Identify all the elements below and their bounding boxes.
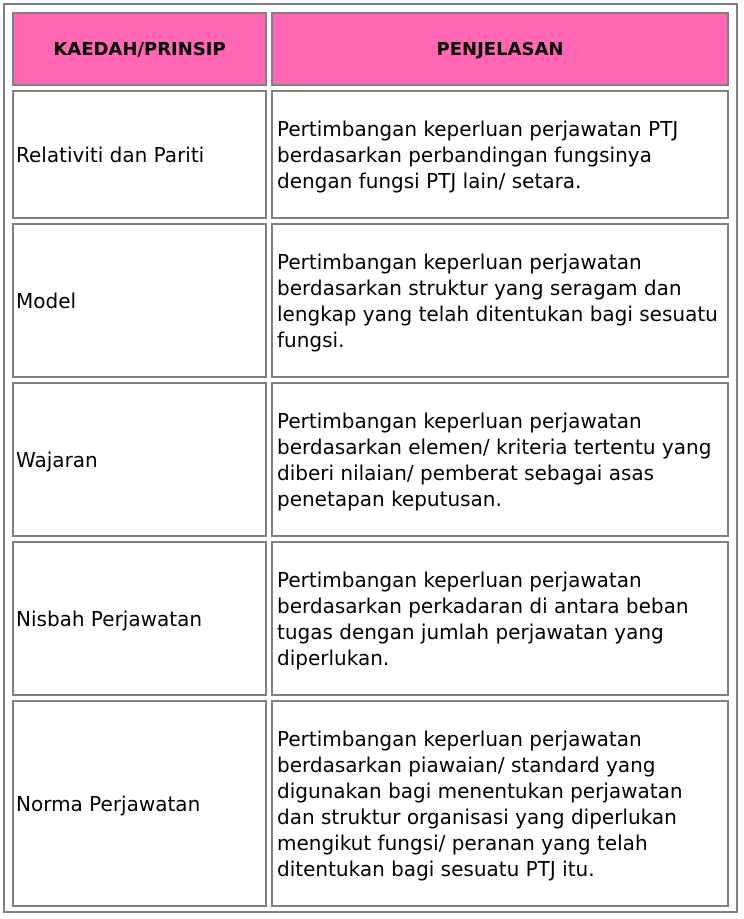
header-kaedah-prinsip: KAEDAH/PRINSIP (12, 12, 267, 86)
penjelasan-cell: Pertimbangan keperluan perjawatan berdasarkan piawaian/ standard yang digunakan bagi menentukan perjawatan dan struktur organisasi yang diperlukan mengikut fungsi/ peranan yang telah ditentukan bagi sesuatu PTJ itu. (271, 700, 729, 907)
penjelasan-cell: Pertimbangan keperluan perjawatan berdasarkan elemen/ kriteria tertentu yang diberi nilaian/ pemberat sebagai asas penetapan keputusan. (271, 382, 729, 537)
header-row (12, 12, 729, 86)
prinsip-cell: Relativiti dan Pariti (12, 90, 267, 219)
penjelasan-cell: Pertimbangan keperluan perjawatan berdasarkan perkadaran di antara beban tugas dengan jumlah perjawatan yang diperlukan. (271, 541, 729, 696)
penjelasan-cell: Pertimbangan keperluan perjawatan PTJ berdasarkan perbandingan fungsinya dengan fungsi PTJ lain/ setara. (271, 90, 729, 219)
table-frame (3, 3, 738, 913)
principles-table (8, 8, 733, 911)
penjelasan-cell: Pertimbangan keperluan perjawatan berdasarkan struktur yang seragam dan lengkap yang telah ditentukan bagi sesuatu fungsi. (271, 223, 729, 378)
table-row (12, 541, 729, 696)
prinsip-cell: Wajaran (12, 382, 267, 537)
prinsip-cell: Norma Perjawatan (12, 700, 267, 907)
table-row (12, 700, 729, 907)
prinsip-cell: Nisbah Perjawatan (12, 541, 267, 696)
table-row (12, 223, 729, 378)
table-row (12, 382, 729, 537)
header-penjelasan: PENJELASAN (271, 12, 729, 86)
table-row (12, 90, 729, 219)
prinsip-cell: Model (12, 223, 267, 378)
